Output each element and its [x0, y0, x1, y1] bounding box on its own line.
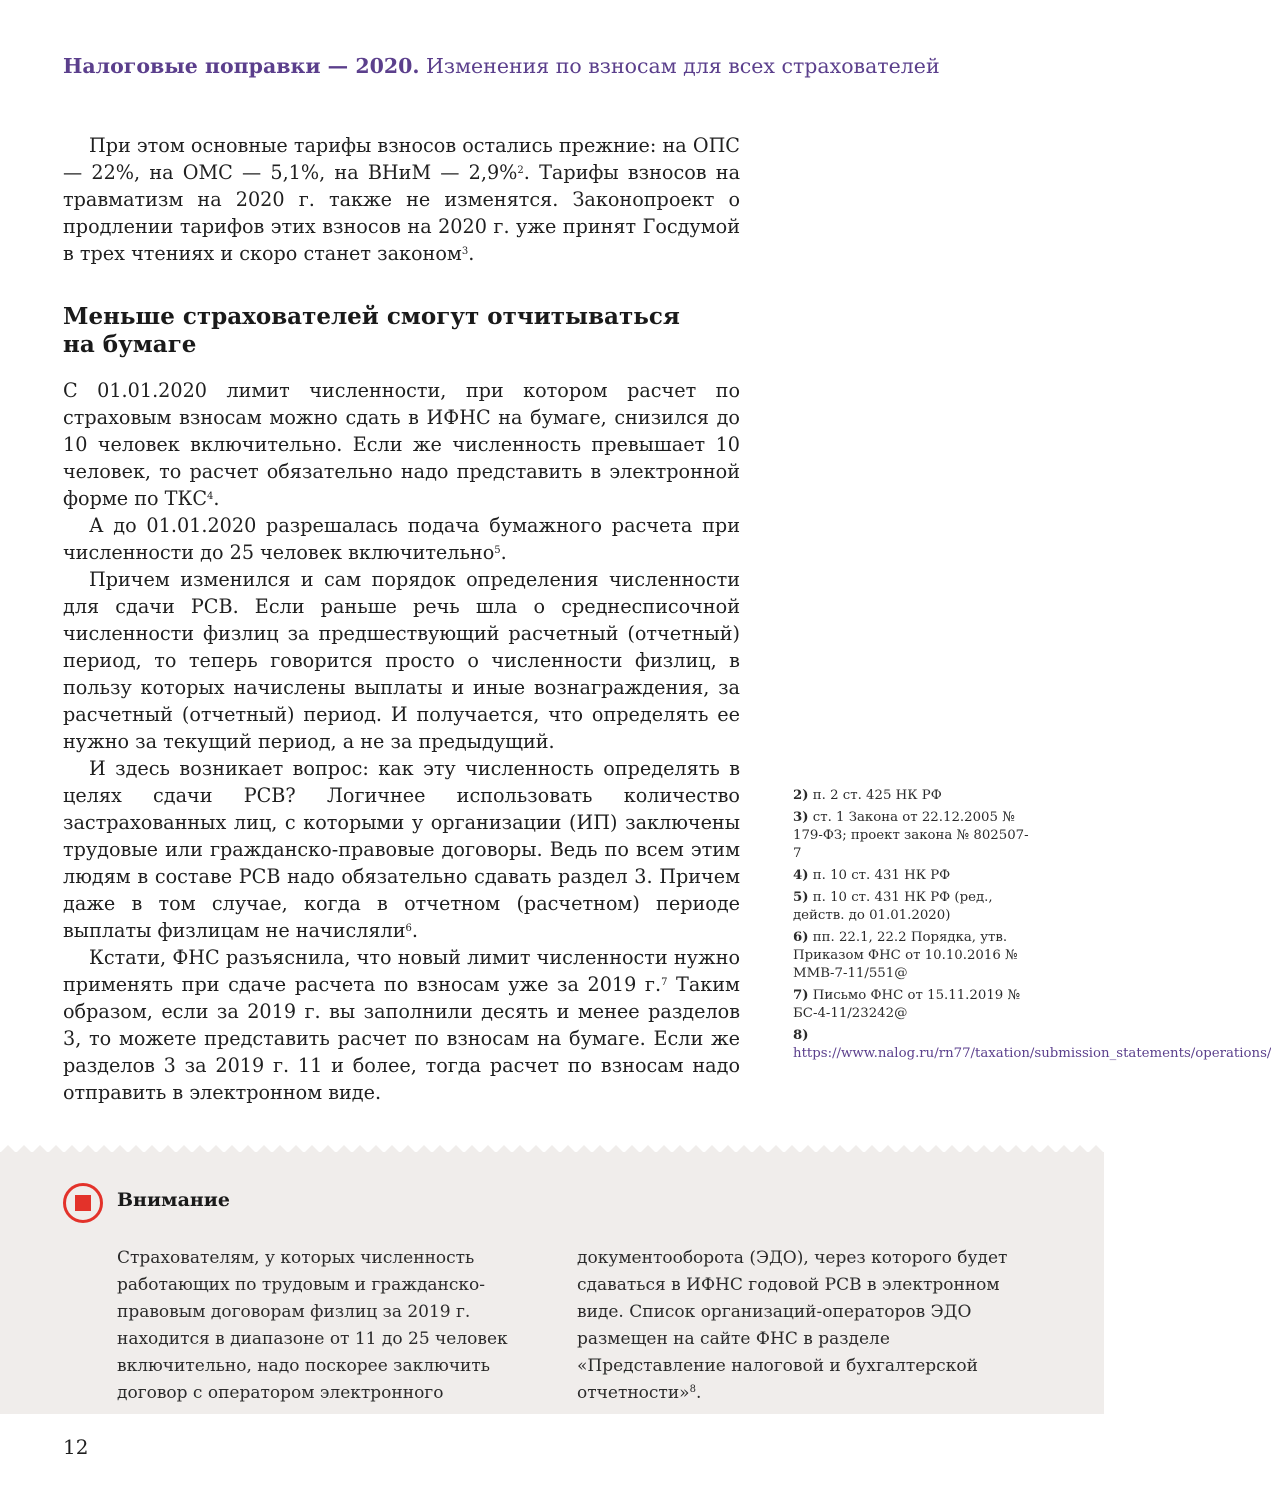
footnote-ref: 8: [689, 1384, 696, 1395]
footnote-number: 6): [793, 930, 809, 945]
intro-text-a: При этом основные тарифы взносов остались прежние: на ОПС — 22%, на ОМС — 5,1%, на ВНиМ — 2,9%: [63, 134, 740, 184]
paragraph-4: [63, 755, 740, 944]
attention-text-left: Страхователям, у которых численность работающих по трудовым и гражданско-правовым договорам физлиц за 2019 г. находится в диапазоне от 11 до 25 человек включительно, надо поскорее заключить договор с оператором электронного: [117, 1248, 508, 1403]
p4-text: И здесь возникает вопрос: как эту численность определять в целях сдачи РСВ? Логичнее использовать количество застрахованных лиц, с которыми у организации (ИП) заключены трудовые или гражданско-правовые договоры. Ведь по всем этим людям в составе РСВ надо обязательно сдавать раздел 3. Причем даже в том случае, когда в отчетном (расчетном) периоде выплаты физлицам не начисляли: [63, 757, 740, 942]
p4-end: .: [411, 919, 418, 942]
footnote-number: 2): [793, 788, 809, 803]
footnote-number: 3): [793, 810, 809, 825]
stop-icon: [63, 1183, 103, 1223]
attention-right-text: документооборота (ЭДО), через которого будет сдаваться в ИФНС годовой РСВ в электронном виде. Список организаций-операторов ЭДО размещен на сайте ФНС в разделе «Представление налоговой и бухгалтерской отчетности»: [577, 1248, 1008, 1403]
footnote-number: 5): [793, 890, 809, 905]
footnote-6: [793, 929, 1033, 983]
intro-text-c: .: [468, 242, 475, 265]
header-bold-title: Налоговые поправки — 2020.: [63, 54, 420, 78]
p2-end: .: [500, 541, 507, 564]
footnote-text: п. 2 ст. 425 НК РФ: [808, 788, 942, 803]
intro-text-b: . Тарифы взносов на травматизм на 2020 г. также не изменятся. Законопроект о продлении тарифов этих взносов на 2020 г. уже принят Госдумой в трех чтениях и скоро станет законом: [63, 161, 741, 265]
footnote-text: п. 10 ст. 431 НК РФ (ред., действ. до 01.01.2020): [793, 890, 993, 923]
footnote-4: [793, 867, 1033, 885]
header-subtitle: Изменения по взносам для всех страхователей: [419, 54, 940, 78]
footnote-number: 7): [793, 988, 809, 1003]
footnote-ref: 5: [494, 545, 501, 556]
footnote-8: [793, 1027, 1271, 1063]
footnote-link[interactable]: https://www.nalog.ru/rn77/taxation/submission_statements/operations/: [793, 1046, 1271, 1061]
running-header: [63, 54, 1053, 78]
attention-text-right: [577, 1245, 1017, 1407]
footnote-text: Письмо ФНС от 15.11.2019 № БС-4-11/23242@: [793, 988, 1021, 1021]
footnote-text: п. 10 ст. 431 НК РФ: [808, 868, 951, 883]
footnote-2: [793, 787, 1033, 805]
paragraph-2: [63, 512, 740, 566]
footnote-text: ст. 1 Закона от 22.12.2005 № 179-ФЗ; проект закона № 802507-7: [793, 810, 1029, 861]
paragraph-3: Причем изменился и сам порядок определения численности для сдачи РСВ. Если раньше речь шла о среднесписочной численности физлиц за предшествующий расчетный (отчетный) период, то теперь говорится просто о численности физлиц, в пользу которых начислены выплаты и иные вознаграждения, за расчетный (отчетный) период. И получается, что определять ее нужно за текущий период, а не за предыдущий.: [63, 568, 740, 753]
attention-box: [0, 1152, 1104, 1414]
attention-title: Внимание: [117, 1189, 230, 1211]
paragraph-intro: [63, 132, 740, 267]
page-number: 12: [63, 1435, 89, 1459]
footnote-ref: 4: [207, 491, 214, 502]
footnote-5: [793, 889, 1033, 925]
footnote-ref: 3: [461, 246, 469, 257]
p2-text: А до 01.01.2020 разрешалась подача бумажного расчета при численности до 25 человек включительно: [63, 514, 740, 564]
paragraph-1: [63, 377, 740, 512]
footnote-number: 4): [793, 868, 809, 883]
footnote-text: пп. 22.1, 22.2 Порядка, утв. Приказом ФНС от 10.10.2016 № ММВ-7-11/551@: [793, 930, 1018, 981]
zigzag-edge: [0, 1144, 1104, 1153]
footnote-number: 8): [793, 1028, 809, 1043]
p5-text-a: Кстати, ФНС разъяснила, что новый лимит численности нужно применять при сдаче расчета по взносам уже за 2019 г.: [63, 946, 740, 996]
footnote-3: [793, 809, 1033, 863]
attention-right-end: .: [695, 1383, 702, 1403]
paragraph-5: [63, 944, 740, 1106]
footnote-ref: 2: [517, 165, 524, 176]
section-heading: Меньше страхователей смогут отчитываться на бумаге: [63, 303, 680, 358]
p5-text-b: Таким образом, если за 2019 г. вы заполнили десять и менее разделов 3, то можете представить расчет по взносам на бумаге. Если же разделов 3 за 2019 г. 11 и более, тогда расчет по взносам надо отправить в электронном виде.: [63, 973, 740, 1104]
main-column: [63, 132, 740, 1106]
footnote-7: [793, 987, 1033, 1023]
footnotes-column: [793, 787, 1271, 1067]
p1-text: С 01.01.2020 лимит численности, при котором расчет по страховым взносам можно сдать в ИФНС на бумаге, снизился до 10 человек включительно. Если же численность превышает 10 человек, то расчет обязательно надо представить в электронной форме по ТКС: [63, 379, 740, 510]
footnote-ref: 7: [661, 977, 668, 988]
p1-end: .: [213, 487, 220, 510]
footnote-ref: 6: [405, 923, 412, 934]
